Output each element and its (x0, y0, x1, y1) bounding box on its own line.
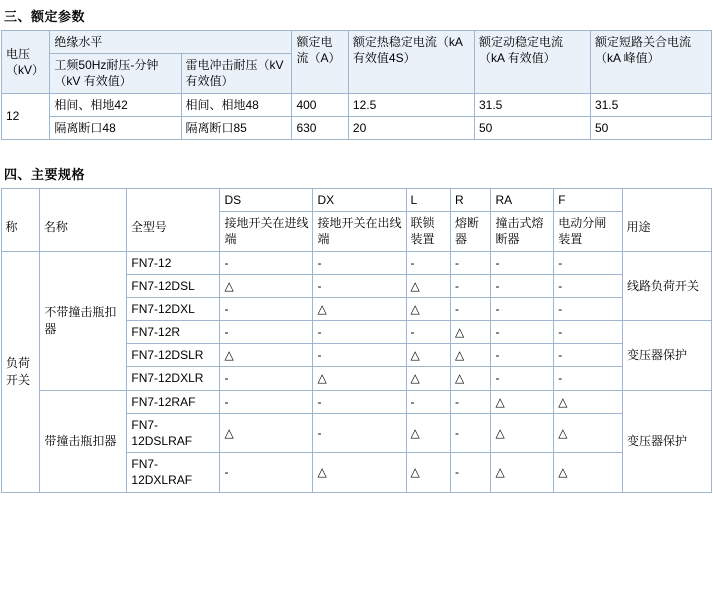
cell-r: △ (451, 321, 491, 344)
header-code-ra: RA (491, 188, 554, 211)
cell-dx: - (313, 413, 406, 452)
cell-r: - (451, 453, 491, 492)
header-thermal-current: 额定热稳定电流（kA 有效值4S） (348, 31, 474, 94)
header-lightning-impulse-withstand: 雷电冲击耐压（kV 有效值） (181, 54, 292, 93)
cell-l: △ (406, 367, 451, 390)
cell-ds: - (220, 321, 313, 344)
table-row (2, 93, 712, 116)
cell-model: FN7-12R (127, 321, 220, 344)
cell-use: 变压器保护 (622, 390, 711, 492)
cell-ds: - (220, 251, 313, 274)
cell-l: △ (406, 274, 451, 297)
cell-power-freq-2: 隔离断口48 (50, 116, 181, 139)
table-row (2, 251, 712, 274)
cell-ds: △ (220, 413, 313, 452)
cell-ds: △ (220, 344, 313, 367)
cell-model: FN7-12DSLRAF (127, 413, 220, 452)
header-making-current: 额定短路关合电流（kA 峰值） (590, 31, 711, 94)
cell-f: - (554, 367, 623, 390)
cell-ds: - (220, 367, 313, 390)
cell-dx: - (313, 344, 406, 367)
cell-ra: - (491, 344, 554, 367)
cell-r: - (451, 297, 491, 320)
cell-dx: - (313, 274, 406, 297)
cell-ds: △ (220, 274, 313, 297)
cell-model: FN7-12DXL (127, 297, 220, 320)
header-code-l: L (406, 188, 451, 211)
cell-f: - (554, 344, 623, 367)
cell-f: - (554, 321, 623, 344)
header-insulation-level: 绝缘水平 (50, 31, 292, 54)
cell-lightning-1: 相间、相地48 (181, 93, 292, 116)
header-dynamic-current: 额定动稳定电流（kA 有效值） (474, 31, 590, 94)
cell-dx: - (313, 251, 406, 274)
cell-r: △ (451, 367, 491, 390)
cell-ra: △ (491, 390, 554, 413)
cell-f: △ (554, 453, 623, 492)
cell-l: △ (406, 297, 451, 320)
cell-l: - (406, 251, 451, 274)
cell-f: - (554, 274, 623, 297)
cell-dx: △ (313, 453, 406, 492)
cell-ra: - (491, 274, 554, 297)
cell-model: FN7-12RAF (127, 390, 220, 413)
cell-use: 线路负荷开关 (622, 251, 711, 321)
header-code-r: R (451, 188, 491, 211)
table-row (2, 116, 712, 139)
table-row (2, 390, 712, 413)
section-title-rated-params: 三、额定参数 (4, 9, 86, 24)
cell-l: △ (406, 453, 451, 492)
cell-ra: - (491, 367, 554, 390)
header-label-left: 称 (5, 219, 18, 234)
cell-ra: - (491, 251, 554, 274)
cell-r: - (451, 390, 491, 413)
header-power-frequency-withstand: 工频50Hz耐压-分钟（kV 有效值） (50, 54, 181, 93)
cell-l: △ (406, 344, 451, 367)
header-label-r: 熔断器 (451, 212, 491, 251)
header-label-use: 用途 (626, 219, 651, 234)
cell-l: - (406, 390, 451, 413)
cell-ra: - (491, 321, 554, 344)
cell-use: 变压器保护 (622, 321, 711, 391)
cell-model: FN7-12DXLR (127, 367, 220, 390)
document-page (0, 6, 713, 596)
header-label-dx: 接地开关在出线端 (313, 212, 406, 251)
cell-power-freq-1: 相间、相地42 (50, 93, 181, 116)
cell-r: △ (451, 344, 491, 367)
header-code-dx: DX (313, 188, 406, 211)
cell-l: △ (406, 413, 451, 452)
table-header-row (2, 31, 712, 54)
cell-ra: - (491, 297, 554, 320)
cell-model: FN7-12DXLRAF (127, 453, 220, 492)
cell-r: - (451, 251, 491, 274)
cell-model: FN7-12DSLR (127, 344, 220, 367)
cell-dynamic-1: 31.5 (474, 93, 590, 116)
cell-subgroup-2-name: 带撞击瓶扣器 (40, 390, 127, 492)
cell-dx: △ (313, 367, 406, 390)
section-title-main-specs: 四、主要规格 (4, 166, 86, 182)
header-rated-current: 额定电流（A） (292, 31, 348, 94)
main-specifications-table (1, 188, 712, 493)
cell-l: - (406, 321, 451, 344)
section-spacer (0, 140, 713, 158)
cell-lightning-2: 隔离断口85 (181, 116, 292, 139)
cell-thermal-1: 12.5 (348, 93, 474, 116)
rated-parameters-table (1, 30, 712, 140)
cell-making-1: 31.5 (590, 93, 711, 116)
cell-voltage-value: 12 (2, 93, 50, 139)
cell-r: - (451, 413, 491, 452)
header-code-ds: DS (220, 188, 313, 211)
header-voltage: 电压（kV） (2, 31, 50, 94)
header-label-ra: 撞击式熔断器 (491, 212, 554, 251)
cell-dx: - (313, 321, 406, 344)
cell-ra: △ (491, 453, 554, 492)
cell-subgroup-1-name: 不带撞击瓶扣器 (40, 251, 127, 390)
cell-making-2: 50 (590, 116, 711, 139)
header-code-f: F (554, 188, 623, 211)
cell-ds: - (220, 390, 313, 413)
cell-ds: - (220, 297, 313, 320)
header-label-name: 名称 (43, 219, 68, 234)
header-label-f: 电动分闸装置 (554, 212, 623, 251)
cell-dynamic-2: 50 (474, 116, 590, 139)
cell-dx: - (313, 390, 406, 413)
cell-model: FN7-12DSL (127, 274, 220, 297)
table-header-codes-row (2, 188, 712, 211)
header-label-l: 联锁装置 (406, 212, 451, 251)
cell-group-label: 负荷开关 (2, 251, 40, 492)
cell-ra: △ (491, 413, 554, 452)
cell-f: △ (554, 413, 623, 452)
cell-r: - (451, 274, 491, 297)
cell-rated-current-1: 400 (292, 93, 348, 116)
cell-model: FN7-12 (127, 251, 220, 274)
cell-thermal-2: 20 (348, 116, 474, 139)
cell-f: △ (554, 390, 623, 413)
cell-f: - (554, 251, 623, 274)
cell-f: - (554, 297, 623, 320)
cell-ds: - (220, 453, 313, 492)
header-label-ds: 接地开关在进线端 (220, 212, 313, 251)
cell-dx: △ (313, 297, 406, 320)
cell-rated-current-2: 630 (292, 116, 348, 139)
header-label-model: 全型号 (130, 219, 167, 234)
